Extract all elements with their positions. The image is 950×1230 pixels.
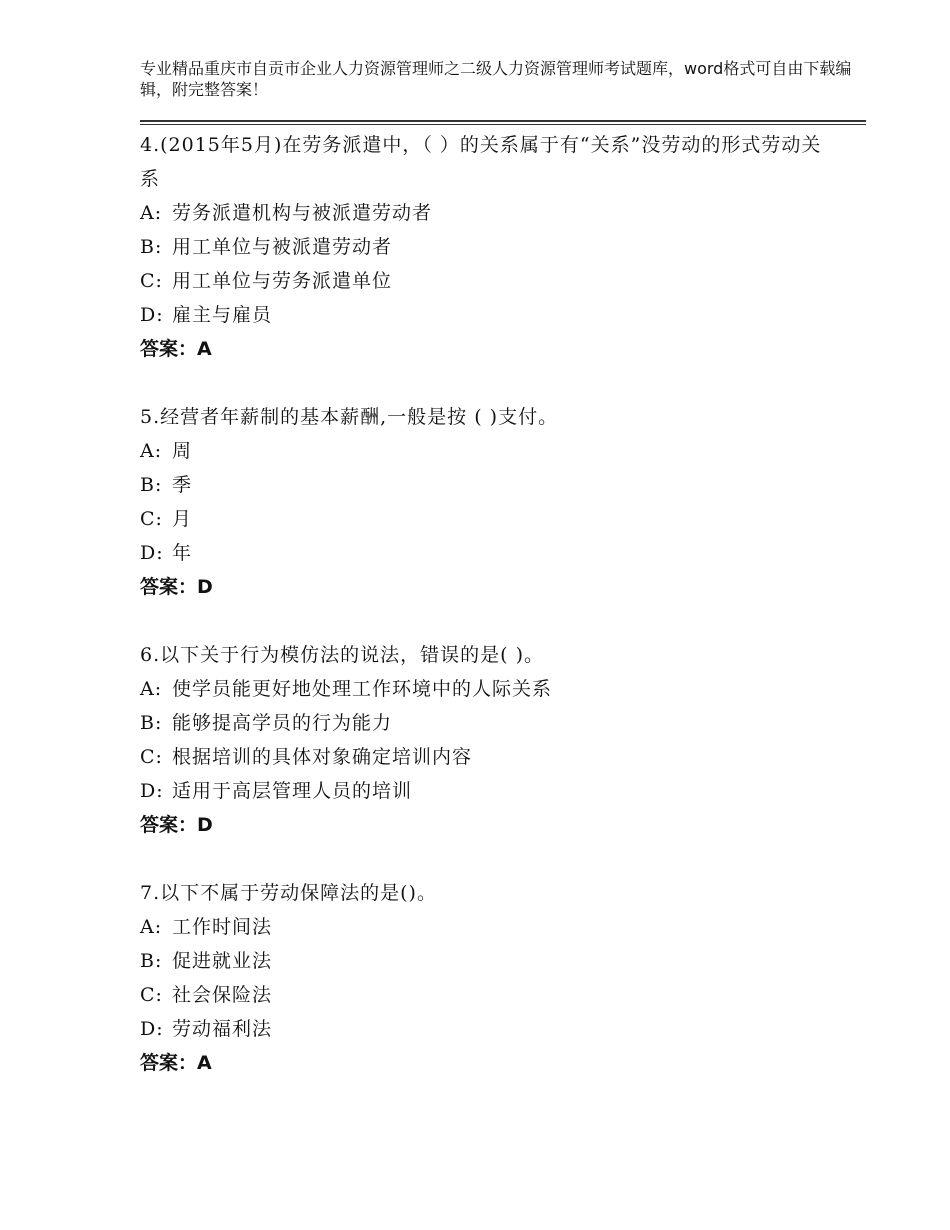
question-stem: 7.以下不属于劳动保障法的是()。 <box>140 882 437 904</box>
answer-line <box>140 808 840 842</box>
option-d <box>140 1012 840 1046</box>
option-text: 月 <box>172 508 193 530</box>
option-d <box>140 298 840 332</box>
answer-value: A <box>197 1052 212 1074</box>
option-text: 适用于高层管理人员的培训 <box>172 780 413 802</box>
question-gap <box>140 604 840 638</box>
option-letter: D: <box>140 304 164 326</box>
answer-line <box>140 570 840 604</box>
option-d <box>140 536 840 570</box>
question-gap <box>140 366 840 400</box>
answer-line <box>140 332 840 366</box>
answer-label: 答案： <box>140 576 198 598</box>
option-c <box>140 502 840 536</box>
option-letter: C: <box>140 270 163 292</box>
answer-label: 答案： <box>140 338 198 360</box>
option-letter: A: <box>140 202 163 224</box>
option-text: 根据培训的具体对象确定培训内容 <box>172 746 473 768</box>
answer-line <box>140 1046 840 1080</box>
option-a <box>140 196 840 230</box>
question-gap <box>140 842 840 876</box>
option-text: 用工单位与被派遣劳动者 <box>172 236 393 258</box>
question-list <box>140 128 840 1080</box>
option-letter: B: <box>140 950 163 972</box>
option-a <box>140 910 840 944</box>
option-a <box>140 434 840 468</box>
option-text: 雇主与雇员 <box>172 304 273 326</box>
question-stem: 4.(2015年5月)在劳务派遣中，（ ）的关系属于有“关系”没劳动的形式劳动关系 <box>140 134 822 190</box>
option-b <box>140 230 840 264</box>
answer-value: D <box>197 576 213 598</box>
option-letter: A: <box>140 440 163 462</box>
question-7 <box>140 876 840 1080</box>
answer-label: 答案： <box>140 1052 198 1074</box>
option-letter: C: <box>140 984 163 1006</box>
option-c <box>140 264 840 298</box>
option-text: 用工单位与劳务派遣单位 <box>172 270 393 292</box>
option-text: 工作时间法 <box>172 916 273 938</box>
option-c <box>140 740 840 774</box>
option-letter: B: <box>140 474 163 496</box>
option-letter: A: <box>140 678 163 700</box>
option-text: 使学员能更好地处理工作环境中的人际关系 <box>172 678 553 700</box>
option-text: 季 <box>172 474 193 496</box>
option-text: 年 <box>172 542 193 564</box>
answer-label: 答案： <box>140 814 198 836</box>
option-b <box>140 706 840 740</box>
question-6 <box>140 638 840 842</box>
answer-value: A <box>197 338 212 360</box>
option-b <box>140 468 840 502</box>
option-letter: C: <box>140 508 163 530</box>
option-text: 促进就业法 <box>172 950 273 972</box>
option-letter: B: <box>140 236 163 258</box>
answer-value: D <box>197 814 213 836</box>
option-letter: B: <box>140 712 163 734</box>
option-d <box>140 774 840 808</box>
option-letter: D: <box>140 542 164 564</box>
question-4 <box>140 128 840 366</box>
option-text: 劳务派遣机构与被派遣劳动者 <box>172 202 433 224</box>
question-stem: 6.以下关于行为模仿法的说法，错误的是( )。 <box>140 644 544 666</box>
option-letter: D: <box>140 1018 164 1040</box>
question-5 <box>140 400 840 604</box>
option-letter: C: <box>140 746 163 768</box>
question-stem: 5.经营者年薪制的基本薪酬,一般是按 ( )支付。 <box>140 406 559 428</box>
header-rule-thin <box>140 124 866 125</box>
option-a <box>140 672 840 706</box>
option-text: 社会保险法 <box>172 984 273 1006</box>
option-text: 能够提高学员的行为能力 <box>172 712 393 734</box>
option-text: 劳动福利法 <box>172 1018 273 1040</box>
option-letter: A: <box>140 916 163 938</box>
header-rule-thick <box>140 120 866 122</box>
option-text: 周 <box>172 440 193 462</box>
option-c <box>140 978 840 1012</box>
document-header: 专业精品重庆市自贡市企业人力资源管理师之二级人力资源管理师考试题库，word格式可自由下载编辑，附完整答案！ <box>140 59 852 99</box>
option-letter: D: <box>140 780 164 802</box>
option-b <box>140 944 840 978</box>
